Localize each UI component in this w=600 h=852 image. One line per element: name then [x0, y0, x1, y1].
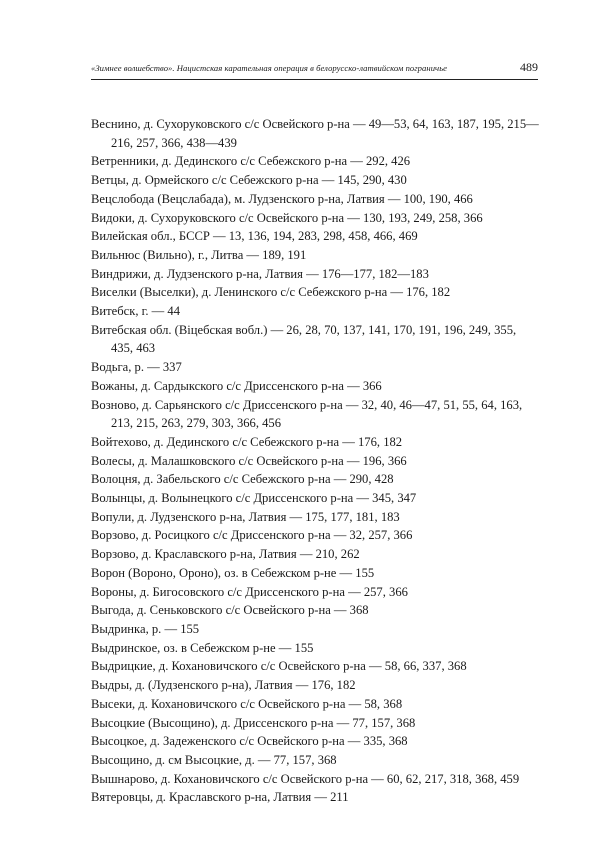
index-entry: Волынцы, д. Волынецкого с/с Дриссенского р-на — 345, 347 [91, 491, 417, 506]
index-entry: Ворон (Вороно, Ороно), оз. в Себежском р-не — 155 [91, 565, 375, 580]
index-entry: Вороны, д. Бигосовского с/с Дриссенского р-на — 257, 366 [91, 584, 408, 599]
index-entry: Войтехово, д. Дединского с/с Себежского р-на — 176, 182 [91, 434, 403, 449]
index-entry: Вышнарово, д. Кохановичского с/с Освейского р-на — 60, 62, 217, 318, 368, 459 [91, 771, 520, 786]
index-entry: Выдрицкие, д. Кохановичского с/с Освейского р-на — 58, 66, 337, 368 [91, 659, 467, 674]
index-entry: Вилейская обл., БССР — 13, 136, 194, 283, 298, 458, 466, 469 [91, 229, 418, 244]
index-entry: Ветцы, д. Ормейского с/с Себежского р-на — 145, 290, 430 [91, 173, 407, 188]
index-entry: Виселки (Выселки), д. Ленинского с/с Себежского р-на — 176, 182 [91, 285, 451, 300]
index-entry: Витебская обл. (Віцебская вобл.) — 26, 28, 70, 137, 141, 170, 191, 196, 249, 355, 435, 463 [91, 322, 517, 356]
page-number: 489 [520, 60, 538, 74]
index-entry: Выгода, д. Сеньковского с/с Освейского р-на — 368 [91, 603, 369, 618]
index-entry: Ворзово, д. Росицкого с/с Дриссенского р-на — 32, 257, 366 [91, 528, 413, 543]
index-entry: Выдринка, р. — 155 [91, 621, 200, 636]
index-entry: Вожаны, д. Сардыкского с/с Дриссенского р-на — 366 [91, 378, 382, 393]
index-entry: Вецслобода (Вецслабада), м. Лудзенского р-на, Латвия — 100, 190, 466 [91, 191, 473, 206]
index-entry: Вопули, д. Лудзенского р-на, Латвия — 175, 177, 181, 183 [91, 509, 400, 524]
index-entry: Высоцкое, д. Задеженского с/с Освейского р-на — 335, 368 [91, 734, 408, 749]
index-entry: Вятеровцы, д. Краславского р-на, Латвия — 211 [91, 790, 349, 805]
index-entry: Высеки, д. Кохановичского с/с Освейского р-на — 58, 368 [91, 696, 403, 711]
index-entry: Веснино, д. Сухоруковского с/с Освейского р-на — 49—53, 64, 163, 187, 195, 215—216, 257, 366, 438—439 [91, 117, 539, 150]
index-entry: Вильнюс (Вильно), г., Литва — 189, 191 [91, 247, 307, 262]
index-entry: Выдры, д. (Лудзенского р-на), Латвия — 176, 182 [91, 678, 356, 693]
running-header [91, 57, 538, 80]
index-entry: Витебск, г. — 44 [91, 304, 181, 319]
index-entry: Высоцкие (Высощино), д. Дриссенского р-на — 77, 157, 368 [91, 715, 416, 730]
index-entry: Ветренники, д. Дединского с/с Себежского р-на — 292, 426 [91, 154, 411, 169]
index-entry: Видоки, д. Сухоруковского с/с Освейского р-на — 130, 193, 249, 258, 366 [91, 210, 483, 225]
index-entry: Волоцня, д. Забельского с/с Себежского р-на — 290, 428 [91, 472, 394, 487]
place-index-list [91, 115, 541, 807]
index-entry: Возново, д. Сарьянского с/с Дриссенского р-на — 32, 40, 46—47, 51, 55, 64, 163, 213, 215, 263, 279, 303, 366, 456 [91, 397, 523, 431]
index-entry: Виндрижи, д. Лудзенского р-на, Латвия — 176—177, 182—183 [91, 266, 429, 281]
index-entry: Ворзово, д. Краславского р-на, Латвия — 210, 262 [91, 547, 360, 562]
index-entry: Высощино, д. см Высоцкие, д. — 77, 157, 368 [91, 752, 337, 767]
index-entry: Выдринское, оз. в Себежском р-не — 155 [91, 640, 314, 655]
index-entry: Волесы, д. Малашковского с/с Освейского р-на — 196, 366 [91, 453, 407, 468]
index-entry: Водьга, р. — 337 [91, 360, 182, 375]
running-title: «Зимнее волшебство». Нацистская карательная операция в белорусско-латвийском пограничье [91, 63, 448, 73]
